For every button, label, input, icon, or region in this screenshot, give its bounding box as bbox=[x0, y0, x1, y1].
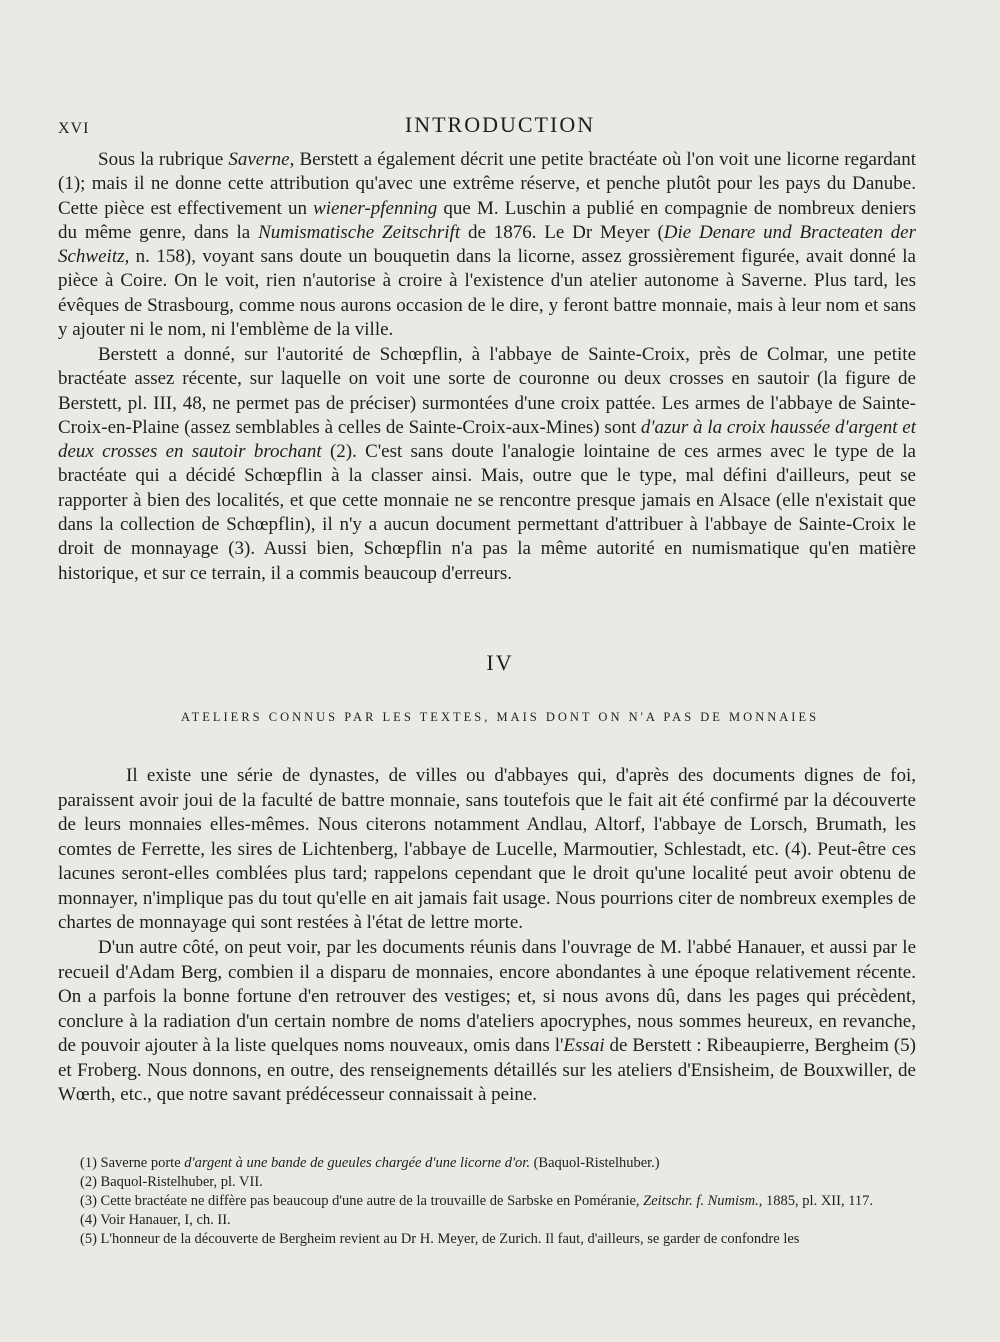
italic-run: Zeitschr. f. Numism., bbox=[643, 1193, 763, 1209]
text-run: que M. Luschin a publié en compagnie de nombreux deniers du même genre, dans la bbox=[58, 197, 917, 243]
italic-run: Die Denare und Bracteaten der Schweitz, bbox=[58, 221, 917, 268]
section-title: ATELIERS CONNUS PAR LES TEXTES, MAIS DONT ON N'A PAS DE MONNAIES bbox=[180, 710, 820, 724]
text-run: 1885, pl. XII, 117. bbox=[762, 1193, 874, 1209]
text-run: (3) Cette bractéate ne diffère pas beaucoup d'une autre de la trouvaille de Sarbske en Poméranie, bbox=[80, 1193, 644, 1209]
italic-run: Numismatische Zeitschrift bbox=[258, 221, 461, 243]
text-run: D'un autre côté, on peut voir, par les documents réunis dans l'ouvrage de M. l'abbé Hanauer, et aussi par le recueil d'Adam Berg, combien il a disparu de monnaies, encore abondantes à une époque relativement récente. On a parfois la bonne fortune d'en retrouver des vestiges; et, si nous avons dû, dans les pages qui précèdent, conclure à la radiation d'un certain nombre de noms d'ateliers apocryphes, nous sommes heureux, en revanche, de pouvoir ajouter à la liste quelques noms nouveaux, omis dans l' bbox=[58, 937, 916, 1056]
text-run: (1) Saverne porte bbox=[80, 1155, 185, 1171]
italic-run: Saverne, bbox=[228, 149, 295, 170]
text-run: Berstett a donné, sur l'autorité de Schœpflin, à l'abbaye de Sainte-Croix, près de Colmar, une petite bractéate assez récente, sur laquelle on voit une sorte de couronne ou deux crosses en sautoir (la figure de Berstett, pl. III, 48, ne permet pas de préciser) surmontées d'une croix pattée. Les armes de l'abbaye de Sainte-Croix-en-Plaine (assez semblables à celles de Sainte-Croix-aux-Mines) sont bbox=[58, 344, 916, 438]
paragraph-sainte-croix bbox=[58, 343, 916, 586]
footnote-5: (5) L'honneur de la découverte de Bergheim revient au Dr H. Meyer, de Zurich. Il faut, d'ailleurs, se garder de confondre les bbox=[80, 1231, 800, 1247]
footnotes bbox=[58, 1154, 916, 1249]
text-run: (Baquol-Ristelhuber.) bbox=[529, 1155, 660, 1171]
text-run: n. 158), voyant sans doute un bouquetin dans la licorne, assez grossièrement figurée, avait donné la pièce à Coire. On le voit, rien n'autorise à croire à l'existence d'un atelier autonome à Saverne. Plus tard, les évêques de Strasbourg, comme nous aurons occasion de le dire, y feront battre monnaie, mais à leur nom et sans y ajouter ni le nom, ni l'emblème de la ville. bbox=[58, 246, 916, 341]
italic-run: d'azur à la croix haussée d'argent et deux crosses en sautoir brochant bbox=[58, 416, 917, 463]
text-run: Il existe une série de dynastes, de villes ou d'abbayes qui, d'après des documents dignes de foi, paraissent avoir joui de la faculté de battre monnaie, sans toutefois que le fait ait été confirmé par la découverte de leurs monnaies elles-mêmes. Nous citerons notamment Andlau, Altorf, l'abbaye de Lorsch, Brumath, les comtes de Ferrette, les sires de Lichtenberg, l'abbaye de Lucelle, Marmoutier, Schlestadt, etc. (4). Peut-être ces lacunes seront-elles comblées plus tard; rappelons cependant que le droit qu'une localité peut avoir obtenu de monnayer, n'implique pas du tout qu'elle en ait jamais fait usage. Nous pourrions citer de nombreux exemples de chartes de monnayage qui sont restées à l'état de lettre morte. bbox=[58, 765, 916, 933]
running-head: INTRODUCTION bbox=[404, 112, 596, 137]
text-run: de 1876. Le Dr Meyer ( bbox=[460, 221, 664, 243]
italic-run: d'argent à une bande de gueules chargée d'une licorne d'or. bbox=[184, 1155, 530, 1171]
paragraph-monnaies-disparues bbox=[58, 936, 916, 1108]
text-run: Berstett a également décrit une petite bractéate où l'on voit une licorne regardant (1); mais il ne donne cette attribution qu'avec une extrême réserve, et penche plutôt pour les pays du Danube. Cette pièce est effectivement un bbox=[58, 149, 916, 219]
footnote-2: (2) Baquol-Ristelhuber, pl. VII. bbox=[80, 1174, 263, 1190]
paragraph-ateliers bbox=[58, 764, 916, 936]
italic-run: wiener-pfenning bbox=[313, 197, 438, 219]
text-run: de Berstett : Ribeaupierre, Bergheim (5) et Froberg. Nous donnons, en outre, des renseignements détaillés sur les ateliers d'Ensisheim, de Bouxwiller, de Wœrth, etc., que notre savant prédécesseur connaissait à peine. bbox=[58, 1035, 916, 1105]
footnote-3 bbox=[58, 1192, 916, 1211]
text-run: (2). C'est sans doute l'analogie lointaine de ces armes avec le type de la bractéate qui a décidé Schœpflin à la classer ainsi. Mais, outre que le type, mal défini d'ailleurs, peut se rapporter à bien des localités, et que cette monnaie ne se rencontre presque jamais en Alsace (elle n'existait que dans la collection de Schœpflin), il n'y a aucun document permettant d'attribuer à l'abbaye de Sainte-Croix le droit de monnayage (3). Aussi bien, Schœpflin n'a pas la même autorité en numismatique qu'en matière historique, et sur ce terrain, il a commis beaucoup d'erreurs. bbox=[58, 441, 916, 584]
section-number: IV bbox=[486, 650, 514, 675]
paragraph-saverne bbox=[58, 148, 916, 342]
footnote-4: (4) Voir Hanauer, I, ch. II. bbox=[80, 1212, 231, 1228]
italic-run: Essai bbox=[563, 1035, 605, 1056]
footnote-1 bbox=[58, 1154, 916, 1173]
page-number: XVI bbox=[58, 120, 90, 137]
text-run: Sous la rubrique bbox=[98, 149, 229, 170]
